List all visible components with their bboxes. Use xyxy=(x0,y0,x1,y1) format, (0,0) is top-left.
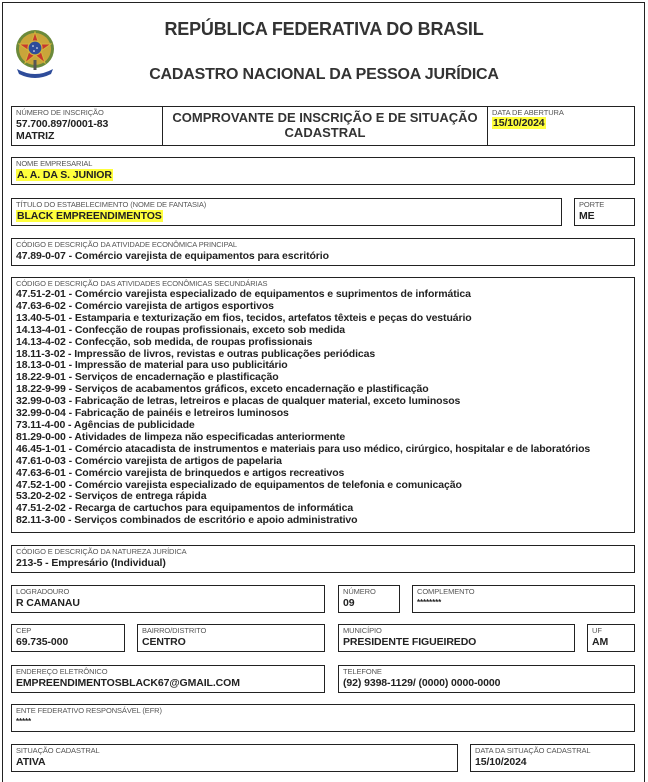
bairro-label: BAIRRO/DISTRITO xyxy=(142,626,207,635)
data-abertura-value: 15/10/2024 xyxy=(493,117,545,129)
data-abertura-label: DATA DE ABERTURA xyxy=(492,108,564,117)
data-situacao-box xyxy=(470,744,635,772)
atividades-secundarias-list xyxy=(16,289,590,527)
natureza-juridica-label: CÓDIGO E DESCRIÇÃO DA NATUREZA JURÍDICA xyxy=(16,547,187,556)
nome-empresarial-value: A. A. DA S. JUNIOR xyxy=(17,169,112,181)
data-situacao-value: 15/10/2024 xyxy=(475,756,527,768)
municipio-value: PRESIDENTE FIGUEIREDO xyxy=(343,636,477,648)
list-item: 13.40-5-01 - Estamparia e texturização em fios, tecidos, artefatos têxteis e peças do vestuário xyxy=(16,311,472,324)
uf-label: UF xyxy=(592,626,602,635)
logradouro-box xyxy=(11,585,325,613)
telefone-value: (92) 9398-1129/ (0000) 0000-0000 xyxy=(343,677,501,689)
list-item: 46.45-1-01 - Comércio atacadista de instrumentos e materiais para uso médico, cirúrgico, hospitalar e de laboratórios xyxy=(16,442,591,455)
data-abertura-box xyxy=(487,106,635,146)
list-item: 53.20-2-02 - Serviços de entrega rápida xyxy=(16,490,207,503)
email-value: EMPREENDIMENTOSBLACK67@GMAIL.COM xyxy=(16,677,240,689)
numero-label: NÚMERO xyxy=(343,587,376,596)
complemento-box xyxy=(412,585,635,613)
atividade-principal-value: 47.89-0-07 - Comércio varejista de equipamentos para escritório xyxy=(16,250,329,262)
nome-fantasia-label: TÍTULO DO ESTABELECIMENTO (NOME DE FANTASIA) xyxy=(16,200,207,209)
efr-value: ***** xyxy=(16,717,32,726)
list-item: 47.52-1-00 - Comércio varejista especializado de equipamentos de telefonia e comunicação xyxy=(16,478,462,491)
list-item: 14.13-4-01 - Confecção de roupas profissionais, exceto sob medida xyxy=(16,323,346,336)
numero-box xyxy=(338,585,400,613)
inscricao-type: MATRIZ xyxy=(16,130,55,142)
list-item: 47.51-2-02 - Recarga de cartuchos para equipamentos de informática xyxy=(16,502,354,515)
situacao-box xyxy=(11,744,458,772)
inscricao-label: NÚMERO DE INSCRIÇÃO xyxy=(16,108,104,117)
nome-fantasia-value: BLACK EMPREENDIMENTOS xyxy=(17,210,162,222)
document-title-line2: CADASTRAL xyxy=(284,125,366,140)
municipio-box xyxy=(338,624,575,652)
atividade-principal-box xyxy=(11,238,635,266)
email-box xyxy=(11,665,325,693)
list-item: 32.99-0-03 - Fabricação de letras, letreiros e placas de qualquer material, exceto luminosos xyxy=(16,395,461,408)
cep-box xyxy=(11,624,125,652)
telefone-label: TELEFONE xyxy=(343,667,382,676)
porte-label: PORTE xyxy=(579,200,605,209)
list-item: 73.11-4-00 - Agências de publicidade xyxy=(16,418,195,431)
email-label: ENDEREÇO ELETRÔNICO xyxy=(16,667,108,676)
bairro-box xyxy=(137,624,325,652)
uf-box xyxy=(587,624,635,652)
list-item: 14.13-4-02 - Confecção, sob medida, de roupas profissionais xyxy=(16,335,313,348)
list-item: 47.63-6-02 - Comércio varejista de artigos esportivos xyxy=(16,299,274,312)
list-item: 32.99-0-04 - Fabricação de painéis e letreiros luminosos xyxy=(16,407,289,420)
complemento-label: COMPLEMENTO xyxy=(417,587,475,596)
inscricao-number: 57.700.897/0001-83 xyxy=(16,118,109,130)
telefone-box xyxy=(338,665,635,693)
efr-box xyxy=(11,704,635,732)
efr-label: ENTE FEDERATIVO RESPONSÁVEL (EFR) xyxy=(16,706,162,715)
situacao-value: ATIVA xyxy=(16,756,46,768)
header-title: REPÚBLICA FEDERATIVA DO BRASIL xyxy=(164,19,484,39)
situacao-label: SITUAÇÃO CADASTRAL xyxy=(16,746,100,755)
numero-value: 09 xyxy=(343,597,355,609)
list-item: 47.61-0-03 - Comércio varejista de artigos de papelaria xyxy=(16,454,282,467)
bairro-value: CENTRO xyxy=(142,636,186,648)
list-item: 47.51-2-01 - Comércio varejista especializado de equipamentos e suprimentos de informática xyxy=(16,288,471,300)
cep-label: CEP xyxy=(16,626,32,635)
list-item: 18.13-0-01 - Impressão de material para uso publicitário xyxy=(16,359,288,372)
nome-empresarial-box xyxy=(11,157,635,185)
natureza-juridica-value: 213-5 - Empresário (Individual) xyxy=(16,557,166,569)
list-item: 81.29-0-00 - Atividades de limpeza não especificadas anteriormente xyxy=(16,430,346,443)
uf-value: AM xyxy=(592,636,609,648)
list-item: 18.22-9-01 - Serviços de encadernação e plastificação xyxy=(16,371,279,384)
inscricao-box xyxy=(11,106,163,146)
atividade-principal-label: CÓDIGO E DESCRIÇÃO DA ATIVIDADE ECONÔMICA PRINCIPAL xyxy=(16,240,237,249)
document-title-line1: COMPROVANTE DE INSCRIÇÃO E DE SITUAÇÃO xyxy=(172,110,478,125)
atividades-secundarias-box xyxy=(11,277,635,533)
list-item: 47.63-6-01 - Comércio varejista de brinquedos e artigos recreativos xyxy=(16,466,345,479)
nome-empresarial-label: NOME EMPRESARIAL xyxy=(16,159,93,168)
atividades-secundarias-label: CÓDIGO E DESCRIÇÃO DAS ATIVIDADES ECONÔMICAS SECUNDÁRIAS xyxy=(16,279,268,288)
porte-value: ME xyxy=(579,210,595,222)
porte-box xyxy=(574,198,635,226)
data-situacao-label: DATA DA SITUAÇÃO CADASTRAL xyxy=(475,746,591,755)
logradouro-value: R CAMANAU xyxy=(16,597,80,609)
header-subtitle: CADASTRO NACIONAL DA PESSOA JURÍDICA xyxy=(149,66,499,83)
list-item: 18.22-9-99 - Serviços de acabamentos gráficos, exceto encadernação e plastificação xyxy=(16,383,429,396)
natureza-juridica-box xyxy=(11,545,635,573)
cep-value: 69.735-000 xyxy=(16,636,69,648)
document-title-box xyxy=(162,106,488,146)
list-item: 18.11-3-02 - Impressão de livros, revistas e outras publicações periódicas xyxy=(16,347,376,360)
municipio-label: MUNICÍPIO xyxy=(343,626,382,635)
complemento-value: ******** xyxy=(417,598,442,607)
list-item: 82.11-3-00 - Serviços combinados de escritório e apoio administrativo xyxy=(16,514,358,527)
nome-fantasia-box xyxy=(11,198,562,226)
logradouro-label: LOGRADOURO xyxy=(16,587,70,596)
